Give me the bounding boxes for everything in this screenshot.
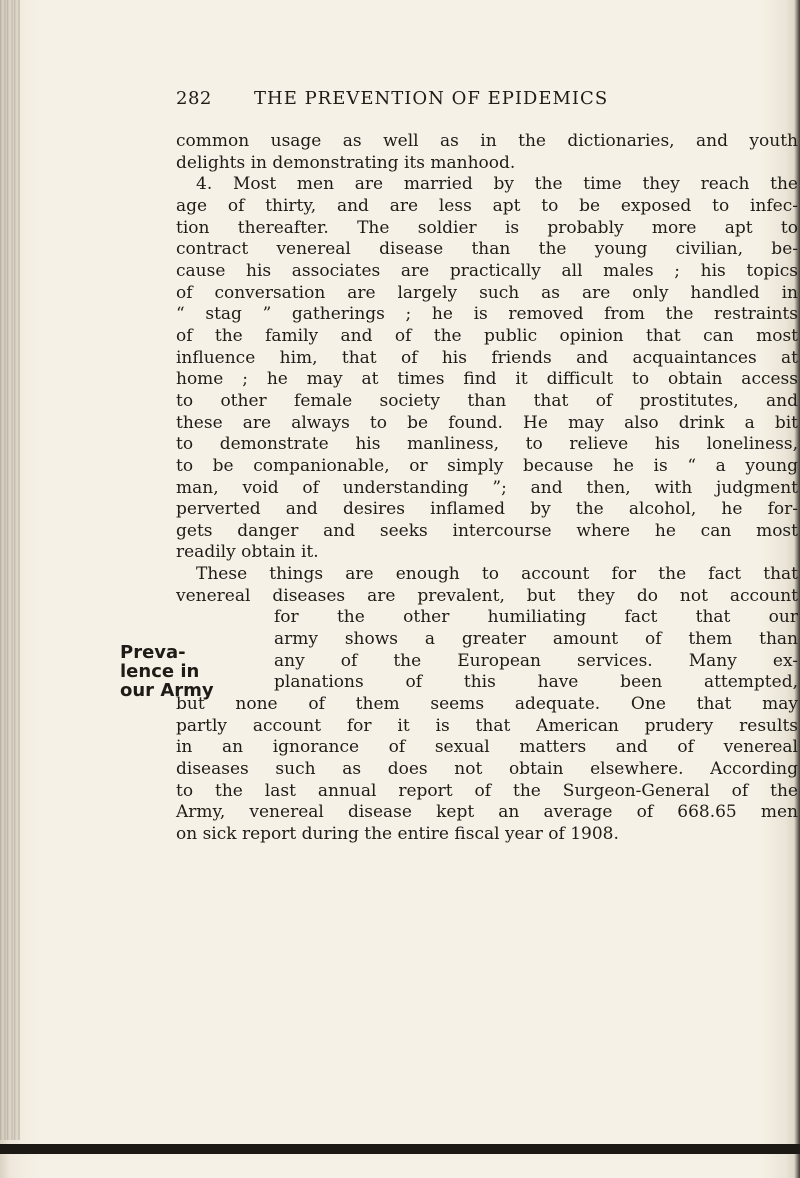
text-line: influence him, that of his friends and acquaintances at	[176, 347, 798, 368]
text-line: readily obtain it.	[176, 542, 319, 563]
text-line: any of the European services. Many ex-	[274, 650, 798, 671]
text-line: 4. Most men are married by the time they reach the	[196, 174, 798, 195]
running-title: THE PREVENTION OF EPIDEMICS	[254, 88, 609, 109]
text-line: diseases such as does not obtain elsewhere. According	[176, 759, 798, 780]
text-line: on sick report during the entire fiscal year of 1908.	[176, 824, 619, 844]
body-text	[176, 131, 798, 846]
text-line: tion thereafter. The soldier is probably more apt to	[176, 217, 798, 238]
text-line: to demonstrate his manliness, to relieve his loneliness,	[176, 434, 798, 455]
text-line: to be companionable, or simply because he is “ a young	[176, 455, 798, 476]
text-line: perverted and desires inflamed by the alcohol, he for-	[176, 499, 798, 520]
page-header	[176, 88, 696, 118]
text-line: for the other humiliating fact that our	[274, 607, 798, 628]
text-line: common usage as well as in the dictionaries, and youth	[176, 131, 798, 151]
text-line: planations of this have been attempted,	[274, 672, 798, 693]
text-line: to the last annual report of the Surgeon-General of the	[176, 780, 798, 801]
sidenote-line: our Army	[120, 680, 214, 701]
page-gutter	[0, 0, 20, 1140]
text-line: to other female society than that of prostitutes, and	[176, 390, 798, 411]
text-line: venereal diseases are prevalent, but they do not account	[176, 585, 798, 606]
text-line: army shows a greater amount of them than	[274, 629, 798, 650]
sidenote-line: Preva-	[120, 642, 186, 663]
text-line: of the family and of the public opinion that can most	[176, 325, 798, 346]
text-line: gets danger and seeks intercourse where he can most	[176, 520, 798, 541]
text-line: “ stag ” gatherings ; he is removed from the restraints	[176, 304, 798, 325]
text-line: Army, venereal disease kept an average of 668.65 men	[176, 802, 798, 823]
text-line: contract venereal disease than the young civilian, be-	[176, 239, 798, 260]
text-line: these are always to be found. He may also drink a bit	[176, 412, 798, 433]
text-line: age of thirty, and are less apt to be exposed to infec-	[176, 195, 798, 216]
text-line: delights in demonstrating its manhood.	[176, 152, 516, 173]
text-line: partly account for it is that American prudery results	[176, 715, 798, 736]
text-line: in an ignorance of sexual matters and of venereal	[176, 737, 798, 758]
sidenote-line: lence in	[120, 661, 200, 682]
text-line: but none of them seems adequate. One that may	[176, 694, 798, 715]
text-line: of conversation are largely such as are only handled in	[176, 282, 798, 303]
text-line: man, void of understanding ”; and then, with judgment	[176, 477, 798, 498]
text-line: cause his associates are practically all males ; his topics	[176, 260, 798, 281]
text-line: These things are enough to account for the fact that	[196, 564, 798, 585]
scan-bottom-border	[0, 1144, 800, 1154]
text-line: home ; he may at times find it difficult to obtain access	[176, 369, 798, 390]
page-number: 282	[176, 88, 212, 109]
